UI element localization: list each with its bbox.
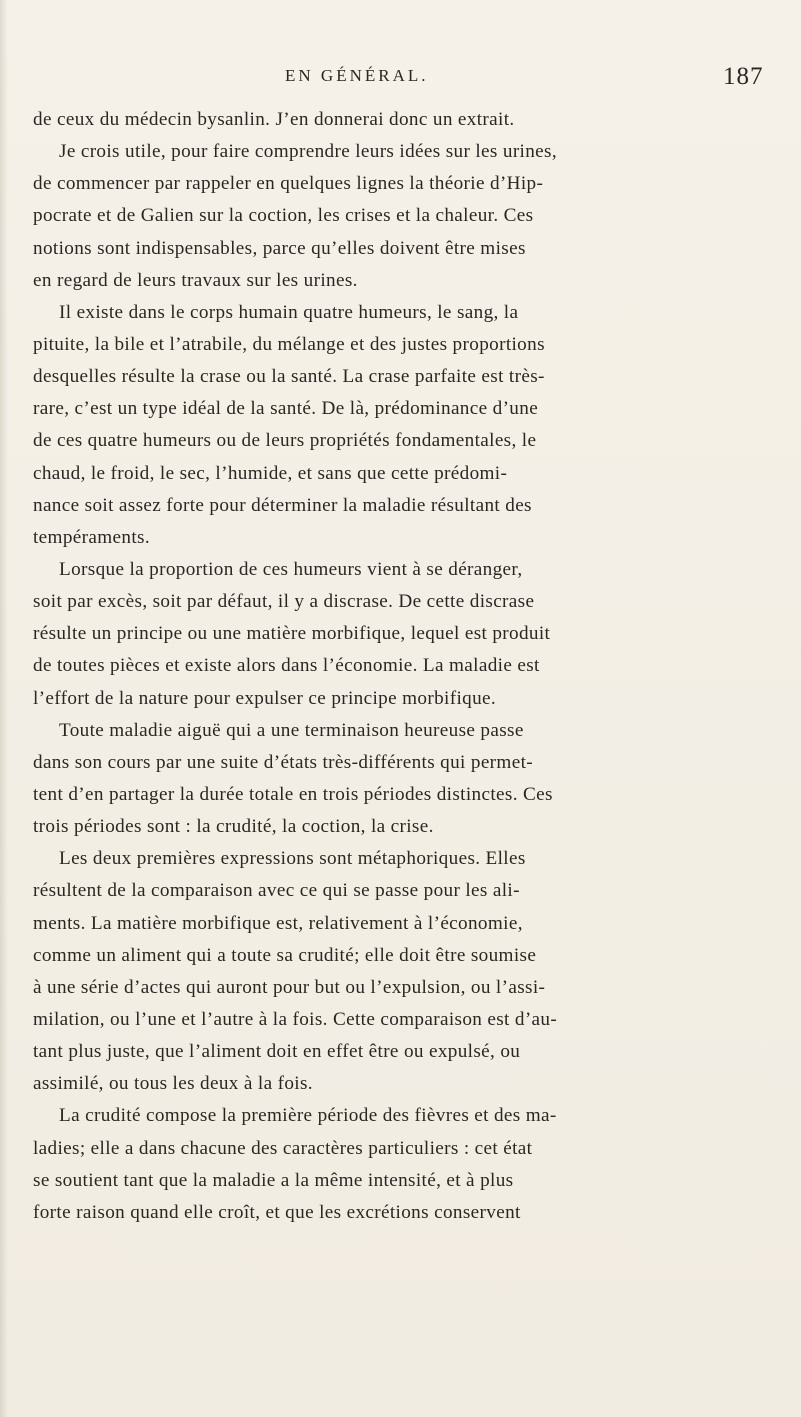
text-line: ladies; elle a dans chacune des caractères particuliers : cet état bbox=[33, 1137, 533, 1159]
text-line: résulte un principe ou une matière morbifique, lequel est produit bbox=[33, 623, 551, 645]
text-line: notions sont indispensables, parce qu’elles doivent être mises bbox=[33, 237, 526, 259]
text-line: en regard de leurs travaux sur les urines. bbox=[33, 269, 358, 291]
text-line: résultent de la comparaison avec ce qui se passe pour les ali- bbox=[33, 880, 520, 902]
body-text bbox=[33, 104, 789, 1229]
text-line: dans son cours par une suite d’états très-différents qui permet- bbox=[33, 751, 533, 773]
text-line: l’effort de la nature pour expulser ce principe morbifique. bbox=[33, 687, 497, 709]
text-line: assimilé, ou tous les deux à la fois. bbox=[33, 1073, 313, 1095]
text-line: soit par excès, soit par défaut, il y a discrase. De cette discrase bbox=[33, 591, 535, 613]
text-line: tent d’en partager la durée totale en trois périodes distinctes. Ces bbox=[33, 783, 553, 805]
text-line: Il existe dans le corps humain quatre humeurs, le sang, la bbox=[59, 301, 519, 323]
text-line: Je crois utile, pour faire comprendre leurs idées sur les urines, bbox=[59, 141, 558, 163]
text-line: Lorsque la proportion de ces humeurs vient à se déranger, bbox=[59, 558, 523, 580]
text-line: pocrate et de Galien sur la coction, les crises et la chaleur. Ces bbox=[33, 205, 534, 227]
text-line: Toute maladie aiguë qui a une terminaison heureuse passe bbox=[59, 719, 524, 741]
page-gutter-shadow bbox=[0, 0, 8, 1417]
text-line: tant plus juste, que l’aliment doit en effet être ou expulsé, ou bbox=[33, 1041, 521, 1063]
text-line: à une série d’actes qui auront pour but ou l’expulsion, ou l’assi- bbox=[33, 976, 546, 998]
text-line: Les deux premières expressions sont métaphoriques. Elles bbox=[59, 848, 526, 870]
text-line: desquelles résulte la crase ou la santé. La crase parfaite est très- bbox=[33, 366, 545, 388]
text-line: milation, ou l’une et l’autre à la fois. Cette comparaison est d’au- bbox=[33, 1008, 558, 1030]
text-line: forte raison quand elle croît, et que les excrétions conservent bbox=[33, 1201, 521, 1223]
text-line: comme un aliment qui a toute sa crudité; elle doit être soumise bbox=[33, 944, 537, 966]
text-line: rare, c’est un type idéal de la santé. De là, prédominance d’une bbox=[33, 398, 539, 420]
text-line: ments. La matière morbifique est, relativement à l’économie, bbox=[33, 912, 523, 934]
text-line: de toutes pièces et existe alors dans l’économie. La maladie est bbox=[33, 655, 540, 677]
page-number: 187 bbox=[723, 63, 764, 90]
text-line: se soutient tant que la maladie a la même intensité, et à plus bbox=[33, 1169, 514, 1191]
text-line: trois périodes sont : la crudité, la coction, la crise. bbox=[33, 816, 434, 838]
text-line: de ceux du médecin bysanlin. J’en donnerai donc un extrait. bbox=[33, 109, 515, 130]
text-line: La crudité compose la première période des fièvres et des ma- bbox=[59, 1105, 557, 1127]
text-line: pituite, la bile et l’atrabile, du mélange et des justes proportions bbox=[33, 333, 545, 355]
text-line: tempéraments. bbox=[33, 526, 150, 548]
text-line: nance soit assez forte pour déterminer la maladie résultant des bbox=[33, 494, 532, 516]
text-line: de ces quatre humeurs ou de leurs propriétés fondamentales, le bbox=[33, 430, 537, 452]
running-head bbox=[0, 63, 801, 94]
text-line: de commencer par rappeler en quelques lignes la théorie d’Hip- bbox=[33, 173, 544, 195]
text-line: chaud, le froid, le sec, l’humide, et sans que cette prédomi- bbox=[33, 462, 508, 484]
running-title: EN GÉNÉRAL. bbox=[285, 66, 429, 85]
